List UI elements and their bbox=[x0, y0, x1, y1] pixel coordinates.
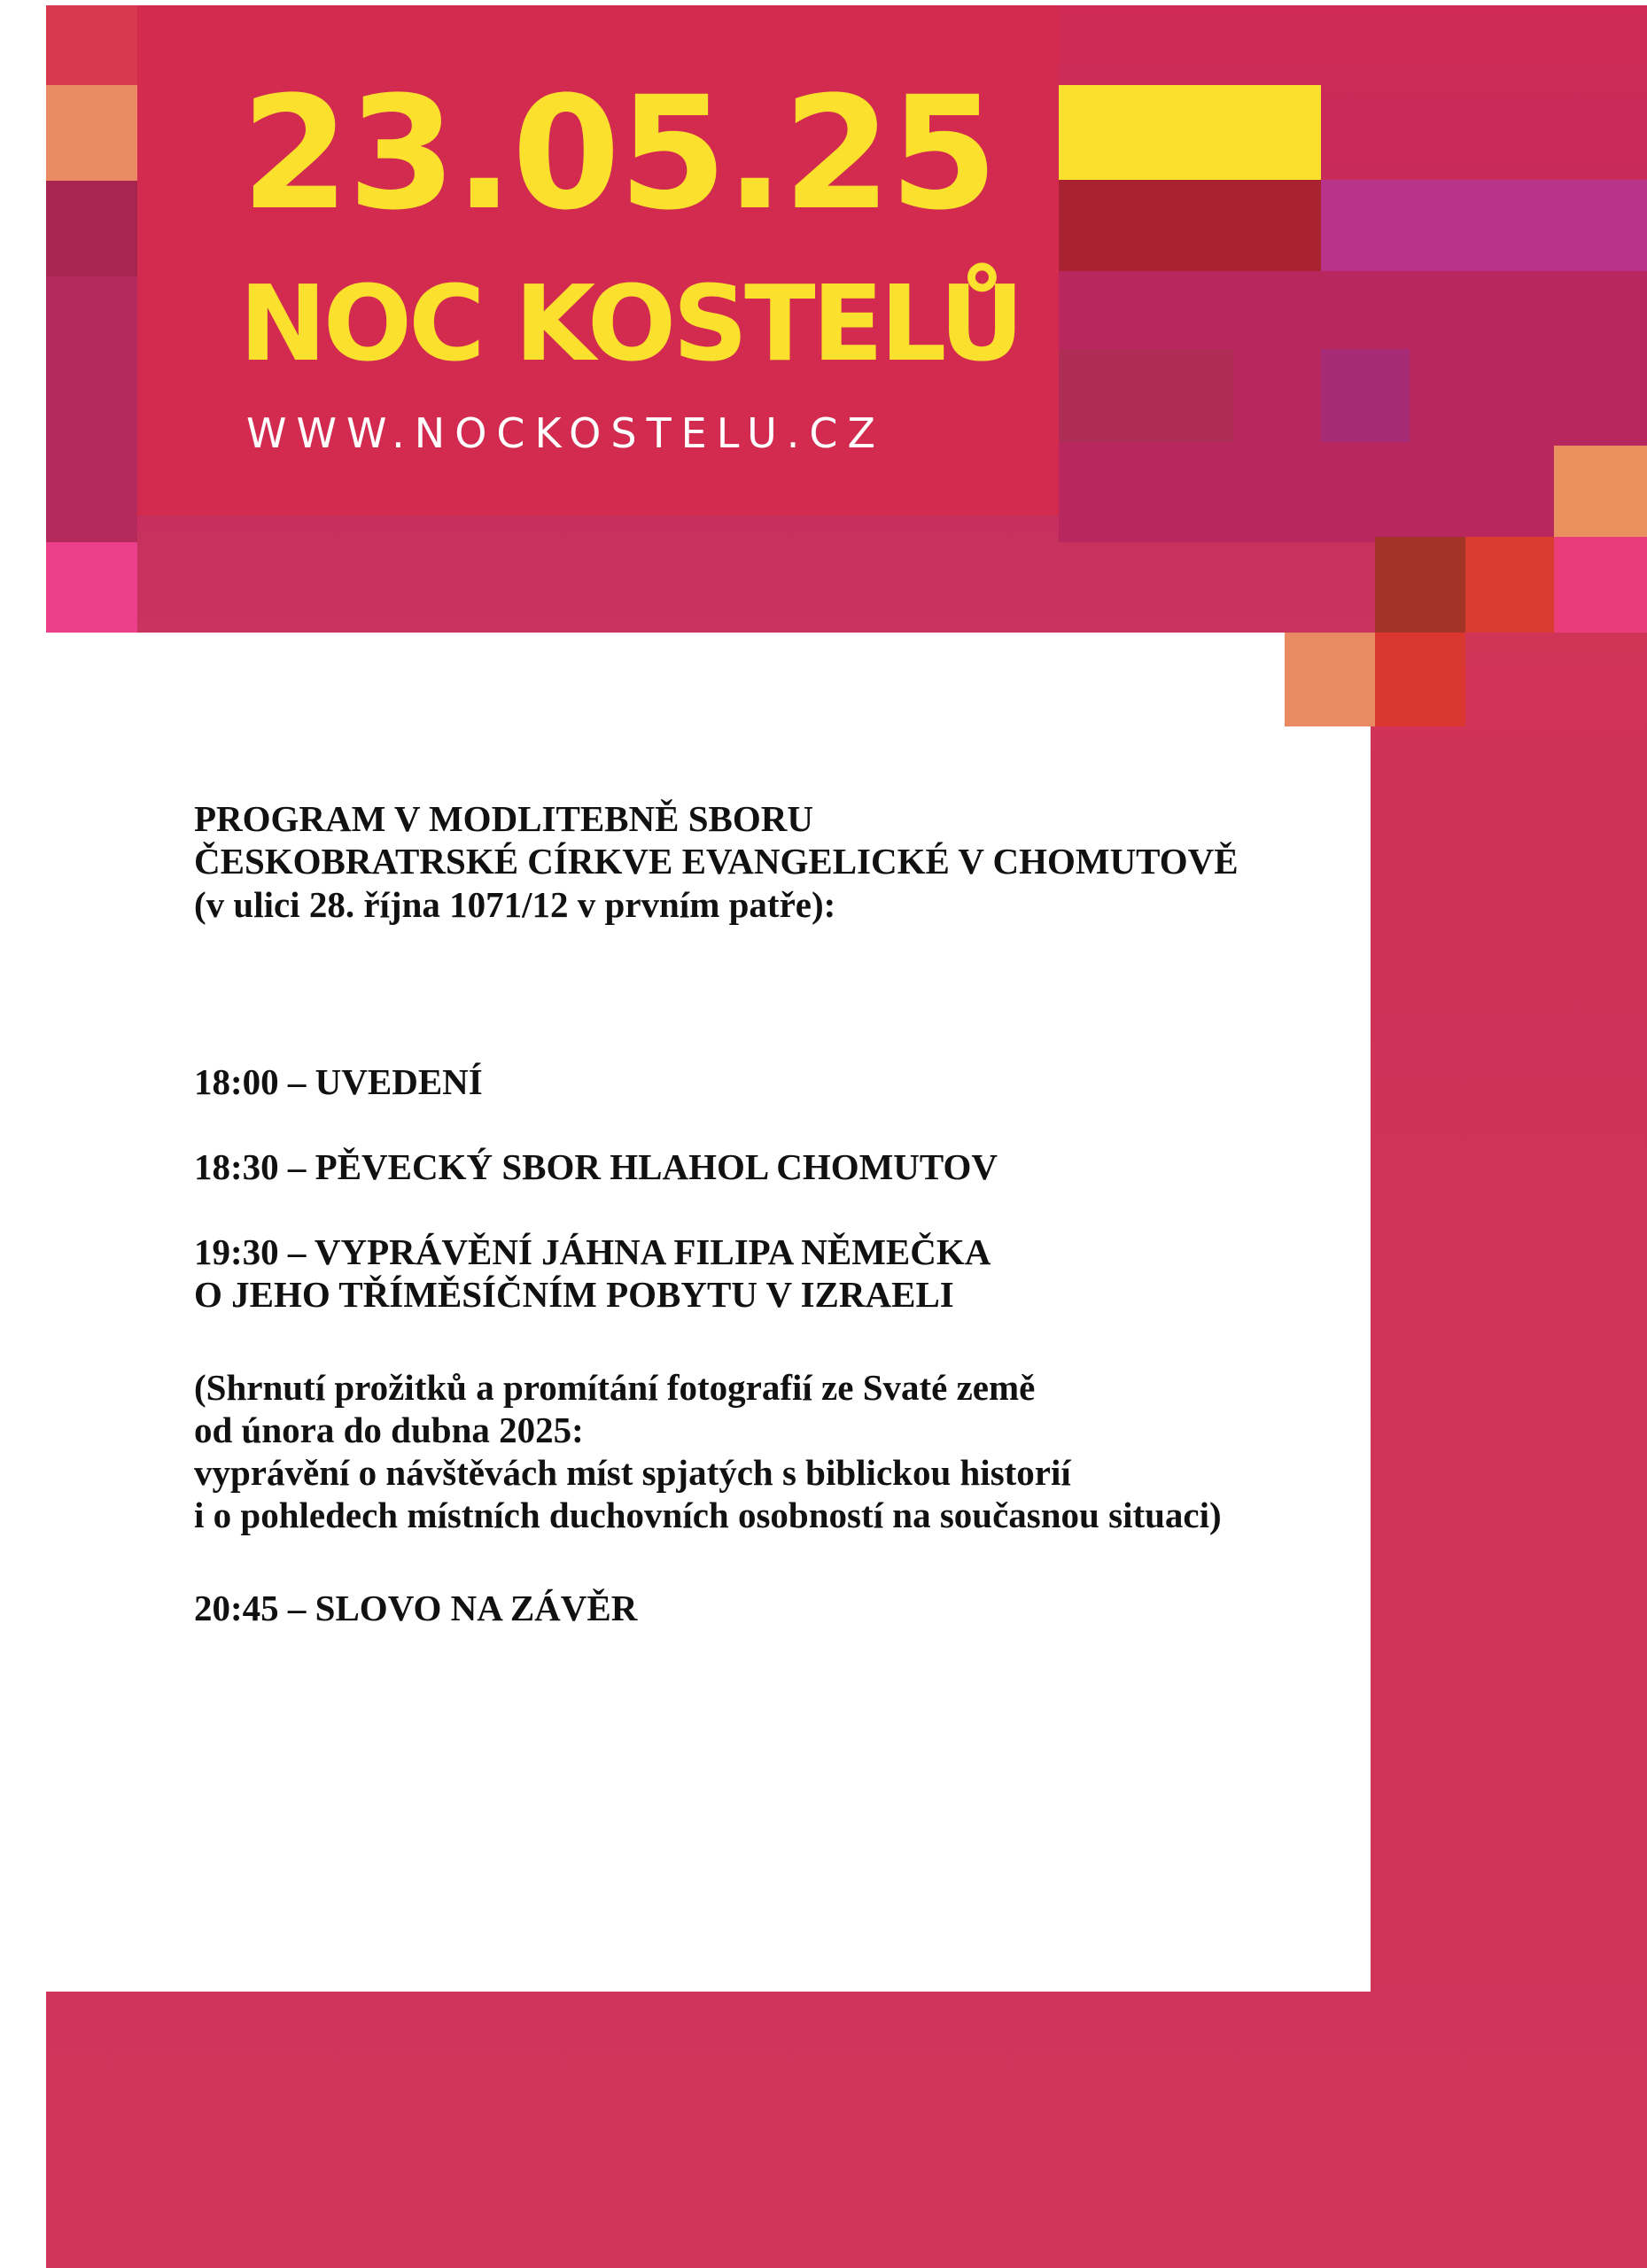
deco-block bbox=[1059, 349, 1233, 442]
deco-block bbox=[46, 85, 137, 181]
deco-block bbox=[46, 5, 137, 85]
deco-block bbox=[46, 181, 137, 276]
deco-block bbox=[1554, 537, 1647, 633]
deco-block bbox=[1059, 85, 1321, 180]
deco-block bbox=[46, 276, 137, 542]
program-note-line-1: (Shrnutí prožitků a promítání fotografií ze Svaté země bbox=[194, 1367, 1036, 1408]
deco-block bbox=[46, 542, 137, 633]
event-url: WWW.NOCKOSTELU.CZ bbox=[246, 409, 886, 457]
event-title: NOC KOSTELŮ bbox=[239, 262, 1022, 384]
intro-line-2: ČESKOBRATRSKÉ CÍRKVE EVANGELICKÉ V CHOMUTOVĚ bbox=[194, 841, 1239, 882]
deco-block bbox=[1375, 537, 1465, 633]
deco-block bbox=[1321, 180, 1647, 271]
intro-line-1: PROGRAM V MODLITEBNĚ SBORU bbox=[194, 798, 813, 839]
program-item-3-line-2: O JEHO TŘÍMĚSÍČNÍM POBYTU V IZRAELI bbox=[194, 1274, 954, 1315]
deco-block bbox=[1554, 446, 1647, 542]
program-note-line-2: od února do dubna 2025: bbox=[194, 1410, 584, 1450]
event-date: 23.05.25 bbox=[241, 63, 997, 245]
deco-block bbox=[1321, 349, 1410, 442]
program-item-4: 20:45 – SLOVO NA ZÁVĚR bbox=[194, 1588, 638, 1628]
program-note-line-4: i o pohledech místních duchovních osobností na současnou situaci) bbox=[194, 1495, 1222, 1535]
deco-block bbox=[1059, 180, 1321, 271]
poster bbox=[46, 5, 1647, 2268]
program-item-1: 18:00 – UVEDENÍ bbox=[194, 1061, 483, 1102]
panel-corner-notch bbox=[1285, 633, 1375, 726]
program-item-3-line-1: 19:30 – VYPRÁVĚNÍ JÁHNA FILIPA NĚMEČKA bbox=[194, 1231, 991, 1272]
deco-block bbox=[1465, 537, 1554, 633]
intro-line-3: (v ulici 28. října 1071/12 v prvním patře): bbox=[194, 884, 836, 925]
program-note-line-3: vyprávění o návštěvách míst spjatých s biblickou historií bbox=[194, 1452, 1071, 1493]
deco-block bbox=[1375, 633, 1465, 726]
program-item-2: 18:30 – PĚVECKÝ SBOR HLAHOL CHOMUTOV bbox=[194, 1146, 998, 1187]
